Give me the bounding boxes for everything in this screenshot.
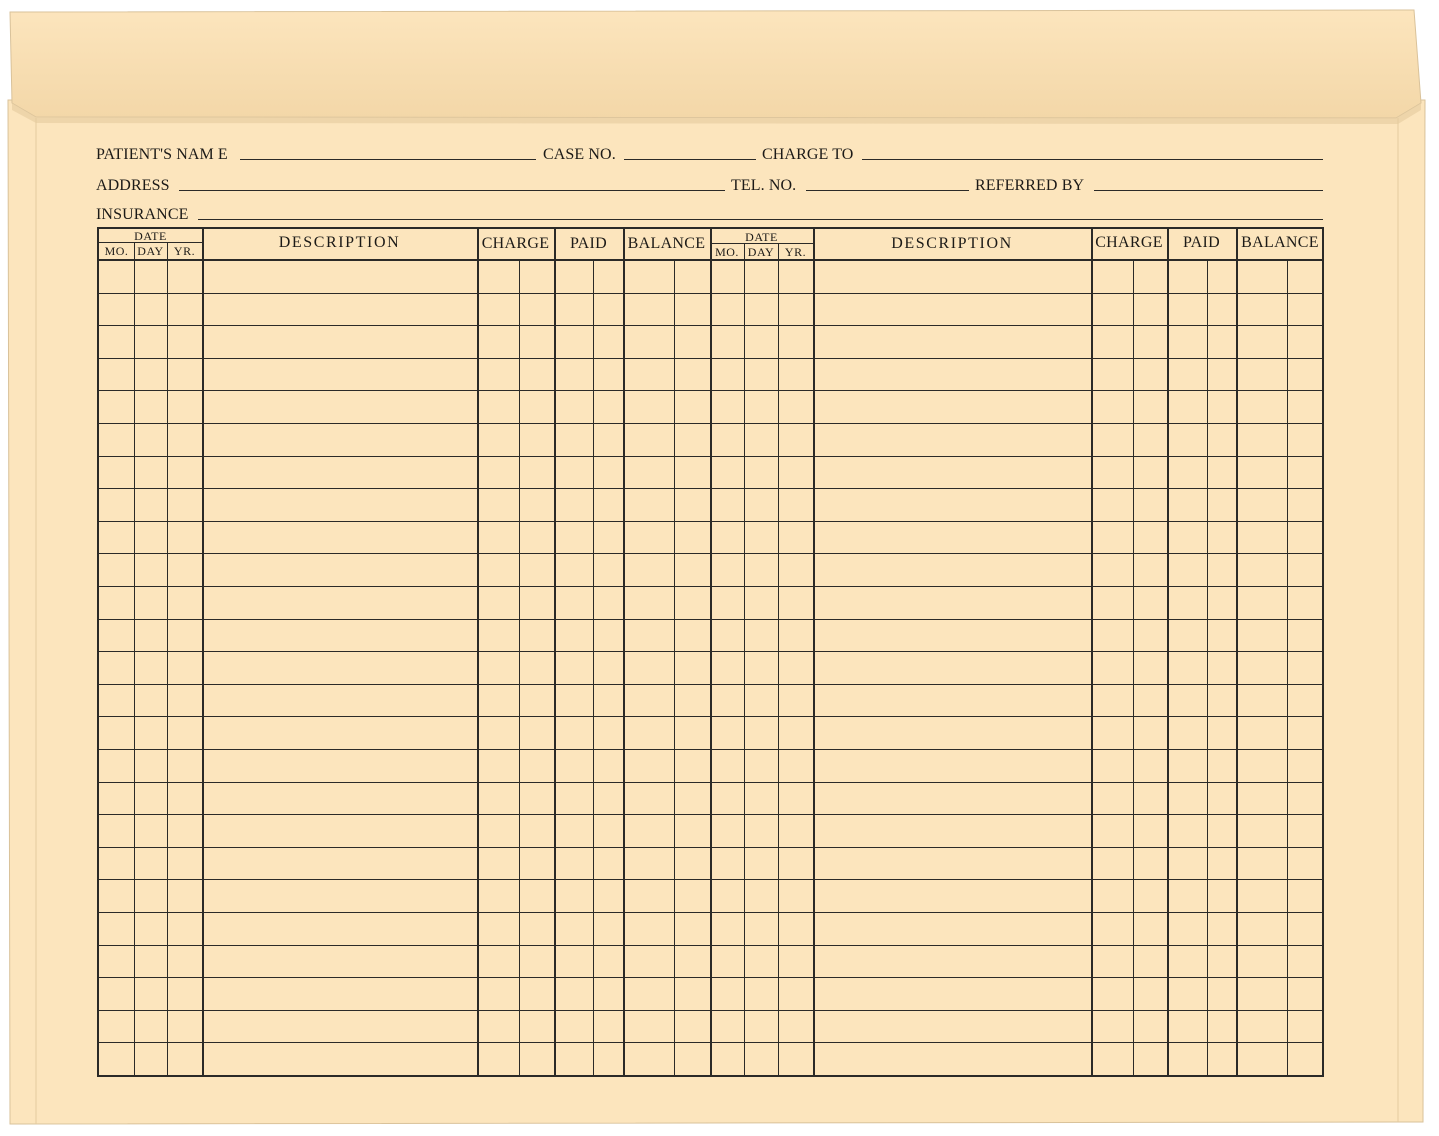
- left-date-subheader-divider: [99, 242, 202, 243]
- charge-to-field[interactable]: [862, 159, 1323, 160]
- left-date-header: DATE: [134, 229, 167, 243]
- left-paid-header: PAID: [569, 235, 608, 252]
- ledger-column-line: [1207, 260, 1208, 1075]
- right-date-header: DATE: [745, 230, 778, 244]
- ledger-column-line: [1287, 260, 1288, 1075]
- ledger-column-line: [519, 260, 520, 1075]
- right-date-subheader-divider: [710, 243, 813, 244]
- ledger-column-line: [167, 242, 168, 1075]
- ledger-column-line: [623, 229, 625, 1075]
- patients-name-field[interactable]: [240, 159, 536, 160]
- insurance-label: INSURANCE: [96, 206, 189, 223]
- referred-by-label: REFERRED BY: [975, 177, 1085, 194]
- right-description-header: DESCRIPTION: [891, 235, 1013, 252]
- ledger-column-line: [1167, 229, 1169, 1075]
- left-day-header: DAY: [137, 244, 164, 258]
- charge-to-label: CHARGE TO: [762, 146, 854, 163]
- tel-no-field[interactable]: [806, 190, 969, 191]
- envelope-flap: [10, 10, 1421, 118]
- ledger-column-line: [134, 242, 135, 1075]
- ledger-column-line: [593, 260, 594, 1075]
- ledger-column-line: [477, 229, 479, 1075]
- left-month-header: MO.: [104, 244, 129, 258]
- ledger-column-line: [744, 243, 745, 1075]
- right-year-header: YR.: [784, 245, 807, 259]
- ledger-table: [97, 227, 1324, 1077]
- right-charge-header: CHARGE: [1095, 234, 1163, 251]
- insurance-field[interactable]: [198, 219, 1323, 220]
- case-no-label: CASE NO.: [543, 146, 616, 163]
- left-year-header: YR.: [173, 244, 196, 258]
- tel-no-label: TEL. NO.: [731, 177, 797, 194]
- address-label: ADDRESS: [96, 177, 170, 194]
- ledger-column-line: [1091, 229, 1093, 1075]
- ledger-column-line: [554, 229, 556, 1075]
- address-field[interactable]: [179, 190, 725, 191]
- ledger-column-line: [674, 260, 675, 1075]
- left-charge-header: CHARGE: [481, 235, 550, 252]
- right-balance-header: BALANCE: [1241, 234, 1319, 251]
- right-paid-header: PAID: [1182, 234, 1221, 251]
- left-description-header: DESCRIPTION: [278, 234, 401, 251]
- right-month-header: MO.: [715, 245, 739, 259]
- left-balance-header: BALANCE: [627, 235, 706, 252]
- right-day-header: DAY: [747, 245, 775, 259]
- patients-name-label: PATIENT'S NAM E: [96, 146, 228, 163]
- ledger-column-line: [202, 229, 204, 1075]
- ledger-column-line: [813, 229, 815, 1075]
- ledger-column-line: [1133, 260, 1134, 1075]
- referred-by-field[interactable]: [1094, 190, 1323, 191]
- ledger-column-line: [1236, 229, 1238, 1075]
- ledger-column-line: [778, 243, 779, 1075]
- case-no-field[interactable]: [624, 159, 756, 160]
- ledger-column-line: [710, 229, 712, 1075]
